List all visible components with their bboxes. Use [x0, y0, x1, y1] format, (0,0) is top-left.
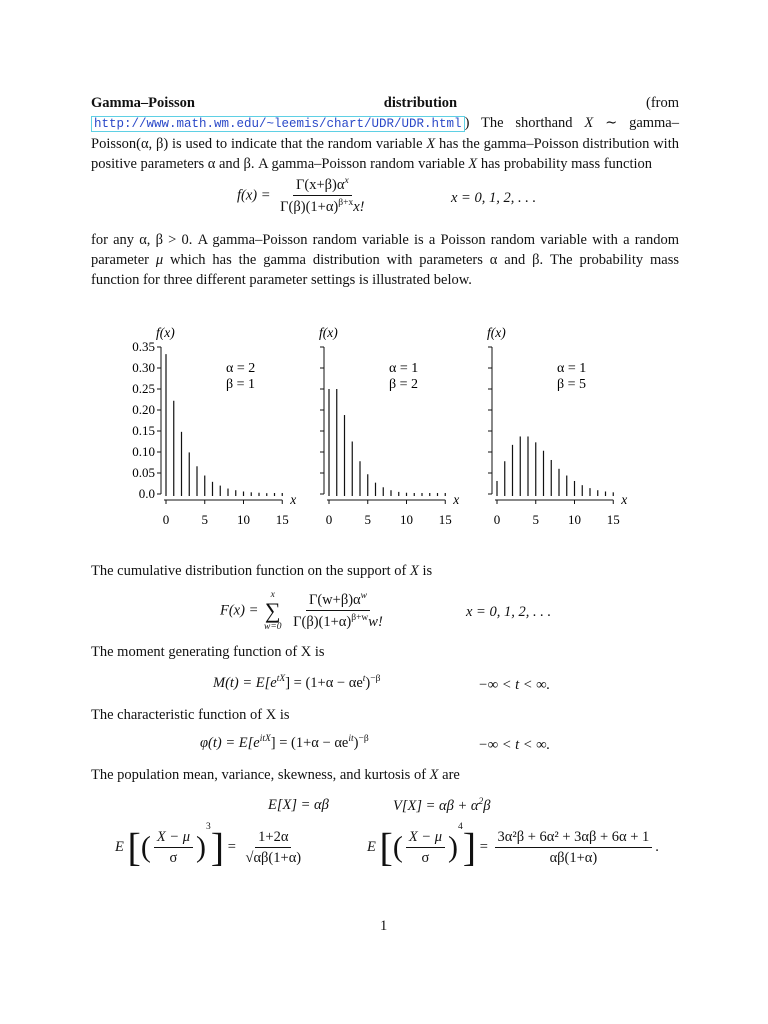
param-beta: β = 5	[557, 377, 587, 392]
x-tick-label: 0	[162, 512, 170, 527]
page-number: 1	[380, 918, 388, 934]
y-tick-label: 0.35	[132, 339, 155, 354]
x-tick-label: 5	[532, 512, 539, 527]
x-tick-label: 15	[275, 512, 289, 527]
y-tick-label: 0.10	[132, 444, 155, 459]
x-tick-label: 10	[568, 512, 581, 527]
moments-intro: The population mean, variance, skewness, and kurtosis of X are	[91, 767, 460, 783]
cdf-equation: F(x) = x ∑ w=0 $\frac{\Gamma(w+\beta)\alpha^w}{\Gamma(\beta)(1+\alpha)^{\beta+w}w!}$	[220, 590, 383, 632]
y-axis-label: f(x)	[319, 325, 338, 340]
skewness-formula: E [( $\frac{X - \mu}{\sigma}$ )$^3$] = $\frac{1+2\alpha}{√\alpha\beta(1+\alpha)}$	[115, 822, 302, 870]
cdf-intro: The cumulative distribution function on the support of X is	[91, 563, 433, 579]
section-title: Gamma–Poisson distribution	[91, 95, 458, 111]
sigma-symbol: ∑	[264, 598, 281, 623]
param-beta: β = 1	[226, 377, 256, 392]
x-axis-label: x	[290, 492, 297, 507]
param-alpha: α = 1	[389, 361, 419, 376]
x-tick-label: 10	[400, 512, 413, 527]
x-axis-label: x	[453, 492, 460, 507]
y-tick-label: 0.30	[132, 360, 155, 375]
mgf-equation: $M(t) = E[e^{tX}] = (1+\alpha - \alpha e^t)^{-\beta}$	[213, 674, 381, 691]
x-axis-label: x	[621, 492, 628, 507]
kurtosis-formula: E [( $\frac{X - \mu}{\sigma}$ )$^4$] = $\frac{\text{3α²β + 6α² + 3αβ + 6α + 1}}{\alpha\beta(1+\alpha)}$ .	[367, 822, 659, 870]
y-tick-label: 0.0	[138, 486, 155, 501]
param-alpha: α = 2	[226, 361, 256, 376]
y-axis-label: f(x)	[156, 325, 175, 340]
y-tick-label: 0.20	[132, 402, 155, 417]
x-tick-label: 15	[606, 512, 620, 527]
mgf-range: −∞ < t < ∞.	[478, 677, 551, 693]
pmf-support: x = 0, 1, 2, . . .	[451, 190, 537, 206]
x-tick-label: 10	[237, 512, 250, 527]
y-tick-label: 0.25	[132, 381, 155, 396]
cf-equation: $\varphi(t) = E[e^{itX}] = (1+\alpha - \alpha e^{it})^{-\beta}$	[200, 734, 369, 751]
cf-intro: The characteristic function of X is	[91, 707, 290, 723]
x-tick-label: 5	[364, 512, 371, 527]
cdf-support: x = 0, 1, 2, . . .	[466, 604, 552, 620]
variance-formula: $V[X] = \alpha\beta + \alpha^2\beta$	[393, 797, 491, 814]
param-beta: β = 2	[389, 377, 419, 392]
gamma-poisson-description: for any α, β > 0. A gamma–Poisson random variable is a Poisson random variable with a random parameter μ which has the gamma distribution with parameters α and β. The probability mass function for three different parameter settings is illustrated below.	[91, 232, 680, 288]
x-tick-label: 5	[201, 512, 208, 527]
x-tick-label: 15	[438, 512, 452, 527]
cf-range: −∞ < t < ∞.	[478, 737, 551, 753]
mgf-intro: The moment generating function of X is	[91, 644, 325, 660]
source-link[interactable]: http://www.math.wm.edu/~leemis/chart/UDR/UDR.html	[91, 116, 465, 132]
mean-formula: E[X] = αβ	[268, 797, 329, 813]
intro-paragraph: Gamma–Poisson distribution (from http://www.math.wm.edu/~leemis/chart/UDR/UDR.html ) The shorthand X ∼ gamma–Poisson(α, β) is used to indicate that the random variable X has the gamma–Poisson distribution with positive parameters α and β. A gamma–Poisson random variable X has probability mass function	[91, 95, 680, 172]
y-tick-label: 0.15	[132, 423, 155, 438]
y-tick-label: 0.05	[132, 465, 155, 480]
x-tick-label: 0	[325, 512, 333, 527]
pmf-equation: f(x) = $\frac{\Gamma(x+\beta)\alpha^x}{\Gamma(\beta)(1+\alpha)^{\beta+x}x!}$	[237, 176, 365, 215]
x-tick-label: 0	[493, 512, 501, 527]
param-alpha: α = 1	[557, 361, 587, 376]
pmf-charts	[0, 310, 768, 535]
y-axis-label: f(x)	[487, 325, 506, 340]
